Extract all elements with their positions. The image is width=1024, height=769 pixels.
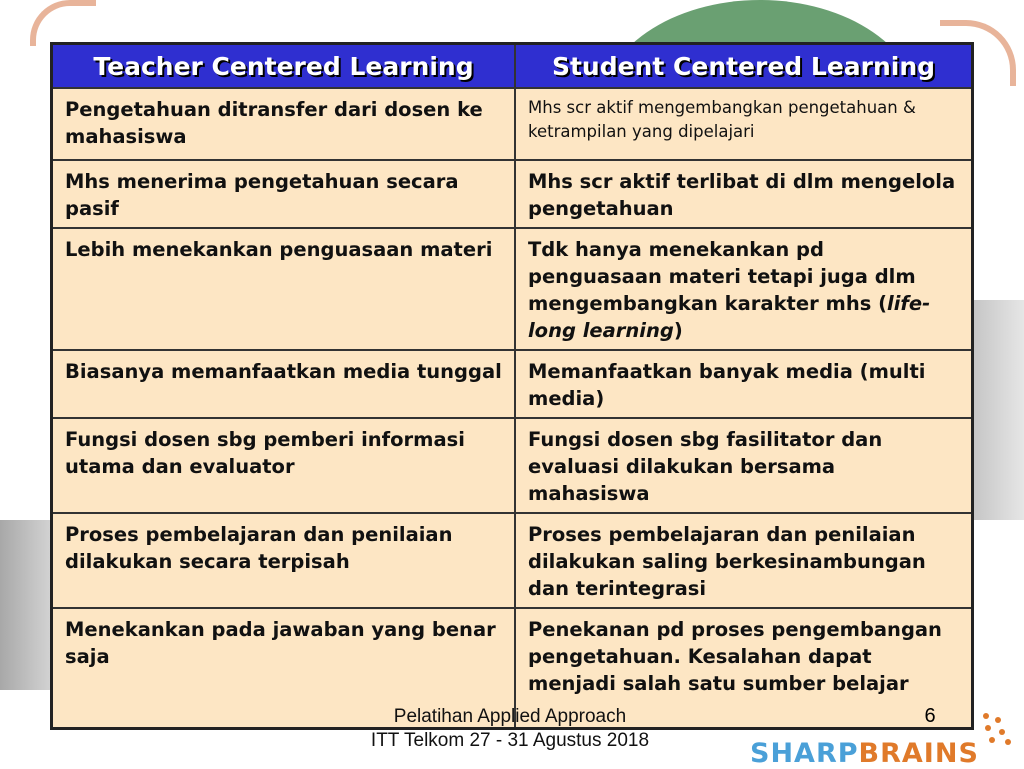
footer-line-1: Pelatihan Applied Approach (393, 706, 627, 727)
table-cell: Mhs scr aktif mengembangkan pengetahuan & ketrampilan yang dipelajari (515, 88, 973, 160)
table-cell: Fungsi dosen sbg fasilitator dan evaluasi dilakukan bersama mahasiswa (515, 418, 973, 513)
table-row (52, 350, 973, 418)
logo-dots-icon (978, 710, 1018, 750)
table-cell: Biasanya memanfaatkan media tunggal (52, 350, 516, 418)
cell-text: Tdk hanya menekankan pd penguasaan materi tetapi juga dlm mengembangkan karakter mhs ( (528, 238, 916, 315)
table-row (52, 418, 973, 513)
table-cell: Fungsi dosen sbg pemberi informasi utama dan evaluator (52, 418, 516, 513)
table-row (52, 160, 973, 228)
table-header-row (52, 44, 973, 89)
sharpbrains-logo (750, 738, 979, 768)
header-student-centered: Student Centered Learning (515, 44, 973, 89)
table-cell: Memanfaatkan banyak media (multi media) (515, 350, 973, 418)
table-cell: Lebih menekankan penguasaan materi (52, 228, 516, 350)
table-cell: Mhs menerima pengetahuan secara pasif (52, 160, 516, 228)
table-row (52, 88, 973, 160)
footer-text (360, 705, 660, 753)
background-arc (30, 0, 96, 46)
table-cell: Proses pembelajaran dan penilaian dilakukan saling berkesinambungan dan terintegrasi (515, 513, 973, 608)
cell-italic-text: life-long learning (528, 292, 931, 342)
table-cell (515, 228, 973, 350)
header-teacher-centered: Teacher Centered Learning (52, 44, 516, 89)
page-number: 6 (924, 705, 936, 727)
footer-line-2: ITT Telkom 27 - 31 Agustus 2018 (370, 730, 650, 751)
comparison-table (50, 42, 974, 730)
table-cell: Pengetahuan ditransfer dari dosen ke mahasiswa (52, 88, 516, 160)
table-row (52, 228, 973, 350)
table-cell: Menekankan pada jawaban yang benar saja (52, 608, 516, 728)
table-cell: Proses pembelajaran dan penilaian dilakukan secara terpisah (52, 513, 516, 608)
table-cell: Mhs scr aktif terlibat di dlm mengelola pengetahuan (515, 160, 973, 228)
logo-part-2: BRAINS (858, 738, 979, 769)
logo-part-1: SHARP (750, 738, 859, 769)
cell-text: ) (673, 319, 683, 342)
table-row (52, 513, 973, 608)
background-block (0, 520, 55, 690)
table-cell: Penekanan pd proses pengembangan pengetahuan. Kesalahan dapat menjadi salah satu sumber belajar (515, 608, 973, 728)
